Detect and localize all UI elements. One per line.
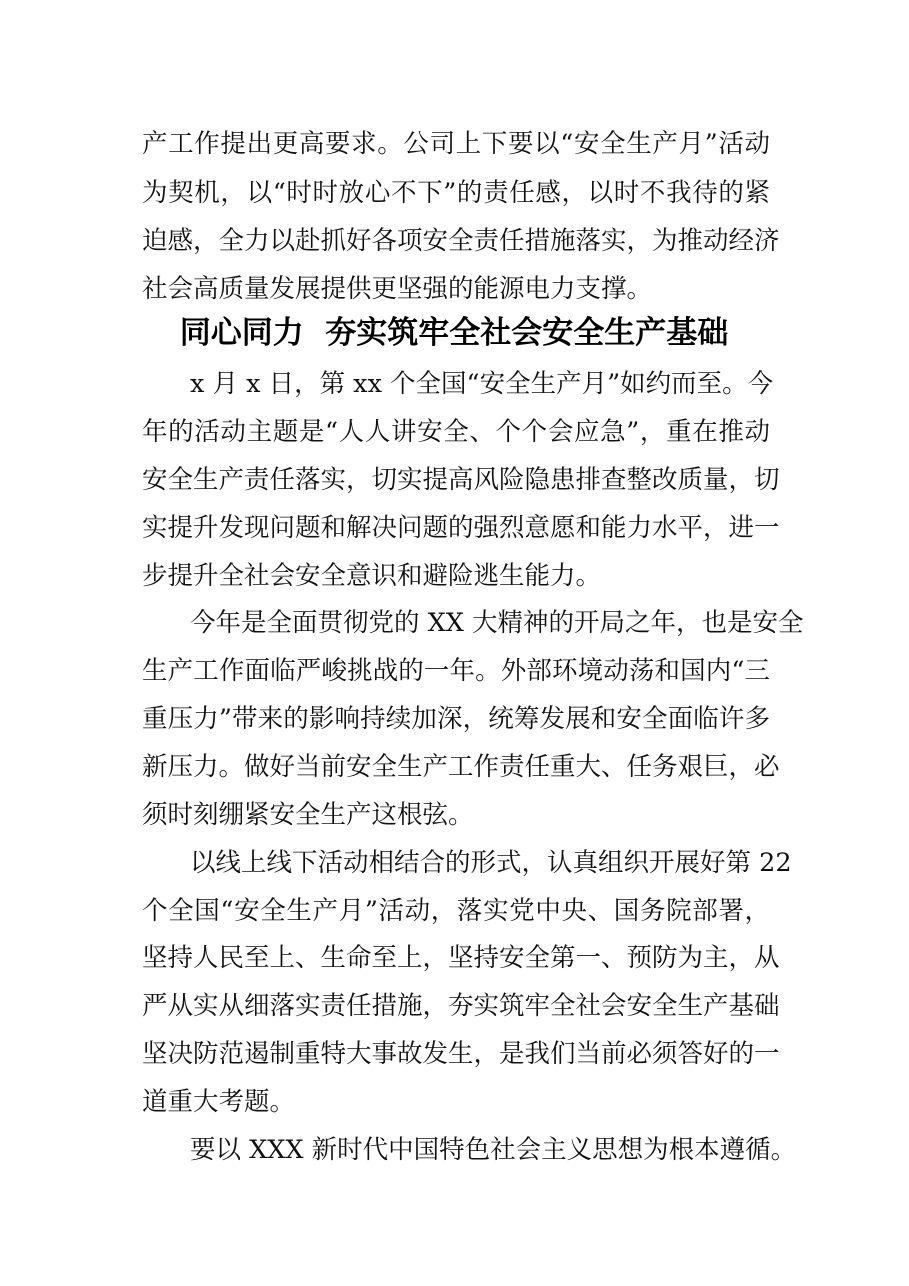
intro-line-4: 社会高质量发展提供更坚强的能源电力支撑。: [142, 274, 653, 304]
p2-line-4: 新压力。做好当前安全生产工作责任重大、任务艰巨，必: [142, 752, 780, 782]
p2-line-2: 生产工作面临严峻挑战的一年。外部环境动荡和国内“三: [142, 656, 770, 686]
p2-line-1: 今年是全面贯彻党的 XX 大精神的开局之年，也是安全: [190, 608, 804, 638]
p1-line-1: x 月 x 日，第 xx 个全国“安全生产月”如约而至。今: [190, 369, 774, 399]
p1-line-5: 步提升全社会安全意识和避险逃生能力。: [142, 561, 602, 591]
p3-line-5: 坚决防范遏制重特大事故发生，是我们当前必须答好的一: [142, 1039, 780, 1069]
p1-line-4: 实提升发现问题和解决问题的强烈意愿和能力水平，进一: [142, 513, 780, 543]
p4-line-1: 要以 XXX 新时代中国特色社会主义思想为根本遵循。: [190, 1135, 797, 1165]
p2-line-3: 重压力”带来的影响持续加深，统筹发展和安全面临许多: [142, 704, 770, 734]
intro-line-3: 迫感，全力以赴抓好各项安全责任措施落实，为推动经济: [142, 226, 780, 256]
p3-line-3: 坚持人民至上、生命至上，坚持安全第一、预防为主，从: [142, 943, 780, 973]
p2-line-5: 须时刻绷紧安全生产这根弦。: [142, 800, 474, 830]
p3-line-1: 以线上线下活动相结合的形式，认真组织开展好第 22: [190, 848, 792, 878]
intro-line-2: 为契机，以“时时放心不下”的责任感，以时不我待的紧: [142, 178, 770, 208]
p3-line-2: 个全国“安全生产月”活动，落实党中央、国务院部署，: [142, 896, 770, 926]
p3-line-6: 道重大考题。: [142, 1087, 296, 1117]
article-title: 同心同力 夯实筑牢全社会安全生产基础: [179, 315, 729, 351]
p1-line-2: 年的活动主题是“人人讲安全、个个会应急”，重在推动: [142, 417, 770, 447]
intro-line-1: 产工作提出更高要求。公司上下要以“安全生产月”活动: [142, 129, 770, 159]
p3-line-4: 严从实从细落实责任措施，夯实筑牢全社会安全生产基础: [142, 991, 780, 1021]
p1-line-3: 安全生产责任落实，切实提高风险隐患排查整改质量，切: [142, 465, 780, 495]
